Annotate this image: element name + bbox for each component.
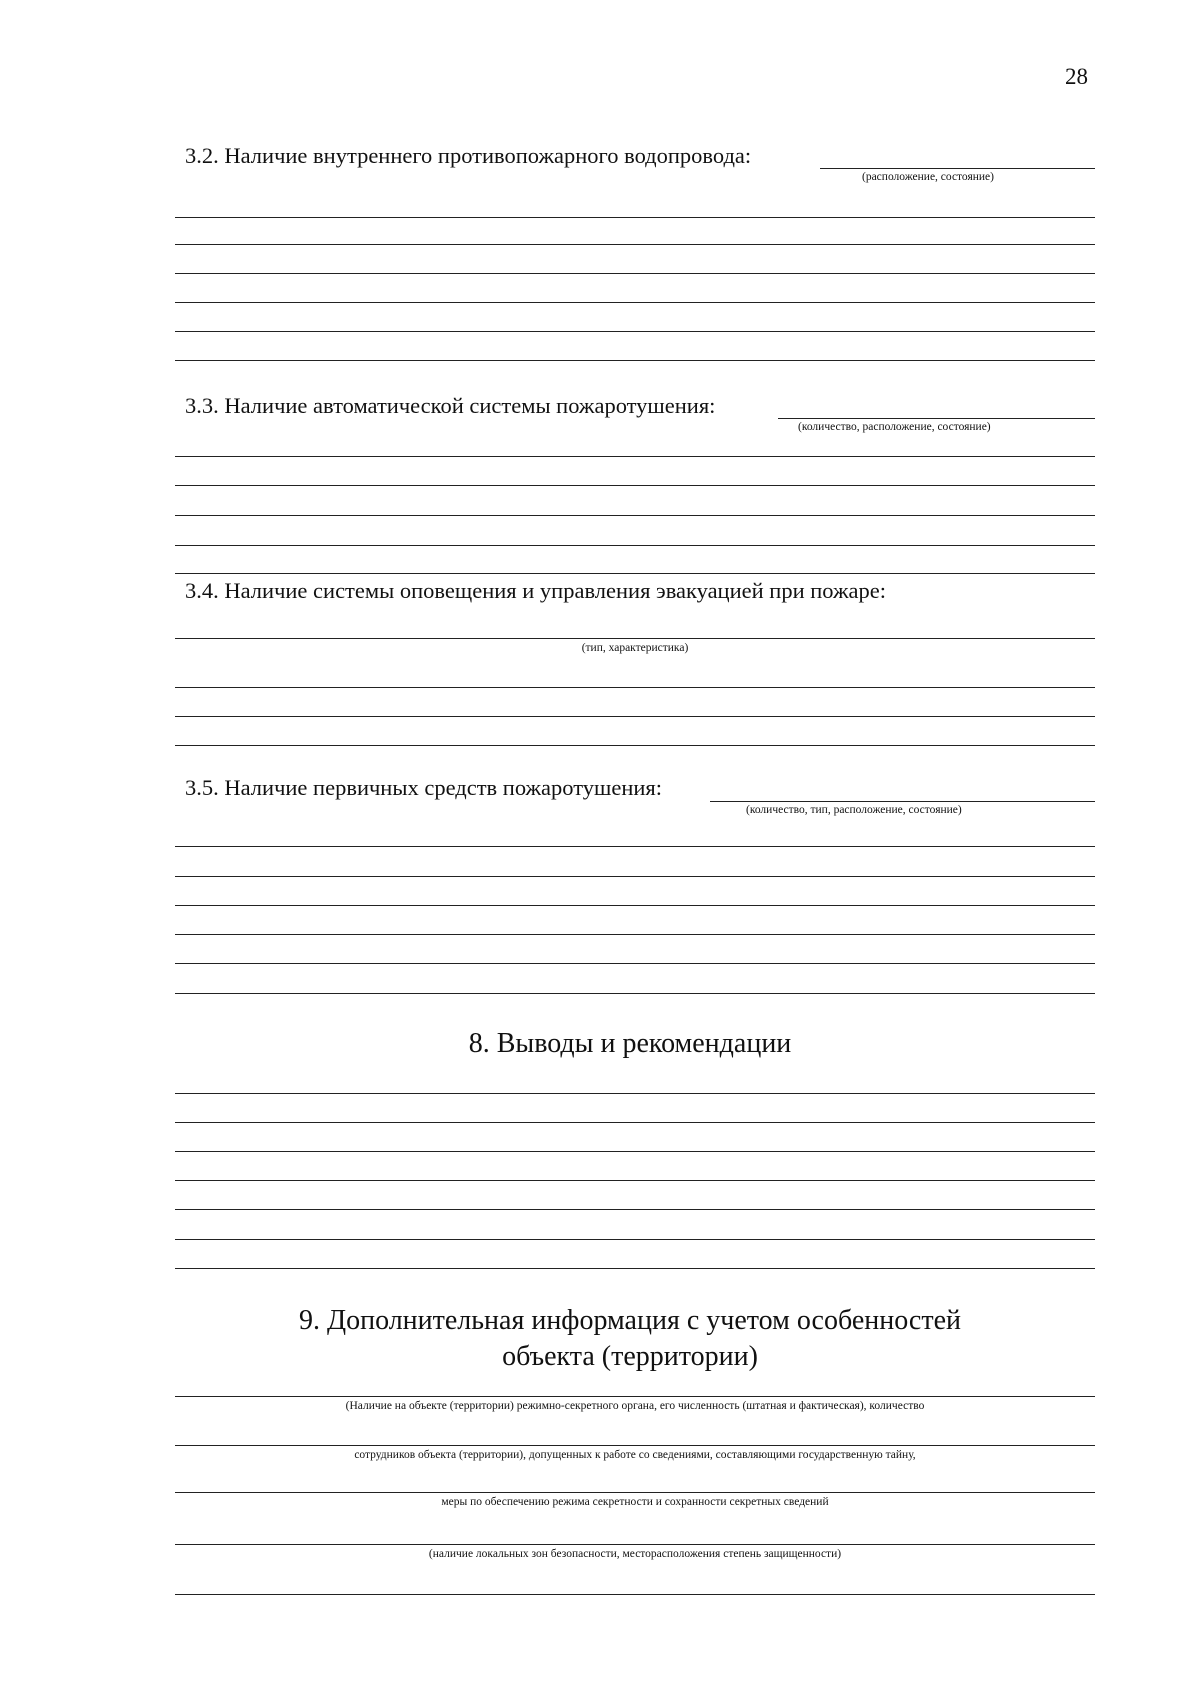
section-3-4-hint: (тип, характеристика) — [581, 642, 689, 654]
fill-line[interactable] — [175, 456, 1095, 457]
fill-line[interactable] — [175, 876, 1095, 877]
fill-line[interactable] — [175, 905, 1095, 906]
section-3-2-fill-line[interactable] — [820, 168, 1095, 169]
fill-line[interactable] — [175, 1268, 1095, 1269]
section-9-hint-3: меры по обеспечению режима секретности и сохранности секретных сведений — [441, 1496, 829, 1508]
fill-line[interactable] — [175, 716, 1095, 717]
section-3-5-fill-line[interactable] — [710, 801, 1095, 802]
fill-line[interactable] — [175, 1122, 1095, 1123]
section-3-2-hint: (расположение, состояние) — [862, 171, 994, 183]
fill-line[interactable] — [175, 485, 1095, 486]
section-3-4-heading: 3.4. Наличие системы оповещения и управления эвакуацией при пожаре: — [185, 578, 887, 603]
section-3-3-hint: (количество, расположение, состояние) — [798, 421, 991, 433]
fill-line[interactable] — [175, 331, 1095, 332]
fill-line[interactable] — [175, 687, 1095, 688]
fill-line[interactable] — [175, 273, 1095, 274]
fill-line[interactable] — [175, 1396, 1095, 1397]
fill-line[interactable] — [175, 1445, 1095, 1446]
fill-line[interactable] — [175, 217, 1095, 218]
fill-line[interactable] — [175, 1209, 1095, 1210]
fill-line[interactable] — [175, 934, 1095, 935]
fill-line[interactable] — [175, 1239, 1095, 1240]
fill-line[interactable] — [175, 1093, 1095, 1094]
page-number: 28 — [1065, 64, 1088, 89]
fill-line[interactable] — [175, 846, 1095, 847]
fill-line[interactable] — [175, 1151, 1095, 1152]
section-9-title-line-1: 9. Дополнительная информация с учетом особенностей — [298, 1305, 961, 1336]
section-9-hint-2: сотрудников объекта (территории), допущенных к работе со сведениями, составляющими государственную тайну, — [354, 1449, 916, 1461]
fill-line[interactable] — [175, 515, 1095, 516]
fill-line[interactable] — [175, 360, 1095, 361]
section-3-5-heading: 3.5. Наличие первичных средств пожаротушения: — [185, 775, 663, 800]
fill-line[interactable] — [175, 244, 1095, 245]
section-9-title-line-2: объекта (территории) — [502, 1341, 758, 1372]
fill-line[interactable] — [175, 993, 1095, 994]
section-3-3-heading: 3.3. Наличие автоматической системы пожаротушения: — [185, 393, 716, 418]
section-3-5-hint: (количество, тип, расположение, состояние) — [746, 804, 962, 816]
fill-line[interactable] — [175, 1594, 1095, 1595]
section-3-4-fill-line[interactable] — [175, 638, 1095, 639]
fill-line[interactable] — [175, 1492, 1095, 1493]
fill-line[interactable] — [175, 1544, 1095, 1545]
fill-line[interactable] — [175, 1180, 1095, 1181]
section-3-2-heading: 3.2. Наличие внутреннего противопожарного водопровода: — [185, 143, 752, 168]
fill-line[interactable] — [175, 745, 1095, 746]
fill-line[interactable] — [175, 963, 1095, 964]
fill-line[interactable] — [175, 302, 1095, 303]
section-9-hint-4: (наличие локальных зон безопасности, месторасположения степень защищенности) — [428, 1548, 842, 1560]
section-8-title: 8. Выводы и рекомендации — [468, 1028, 792, 1059]
fill-line[interactable] — [175, 545, 1095, 546]
section-9-hint-1: (Наличие на объекте (территории) режимно-секретного органа, его численность (штатная и фактическая), количество — [345, 1400, 925, 1412]
section-3-3-fill-line[interactable] — [778, 418, 1095, 419]
fill-line[interactable] — [175, 573, 1095, 574]
